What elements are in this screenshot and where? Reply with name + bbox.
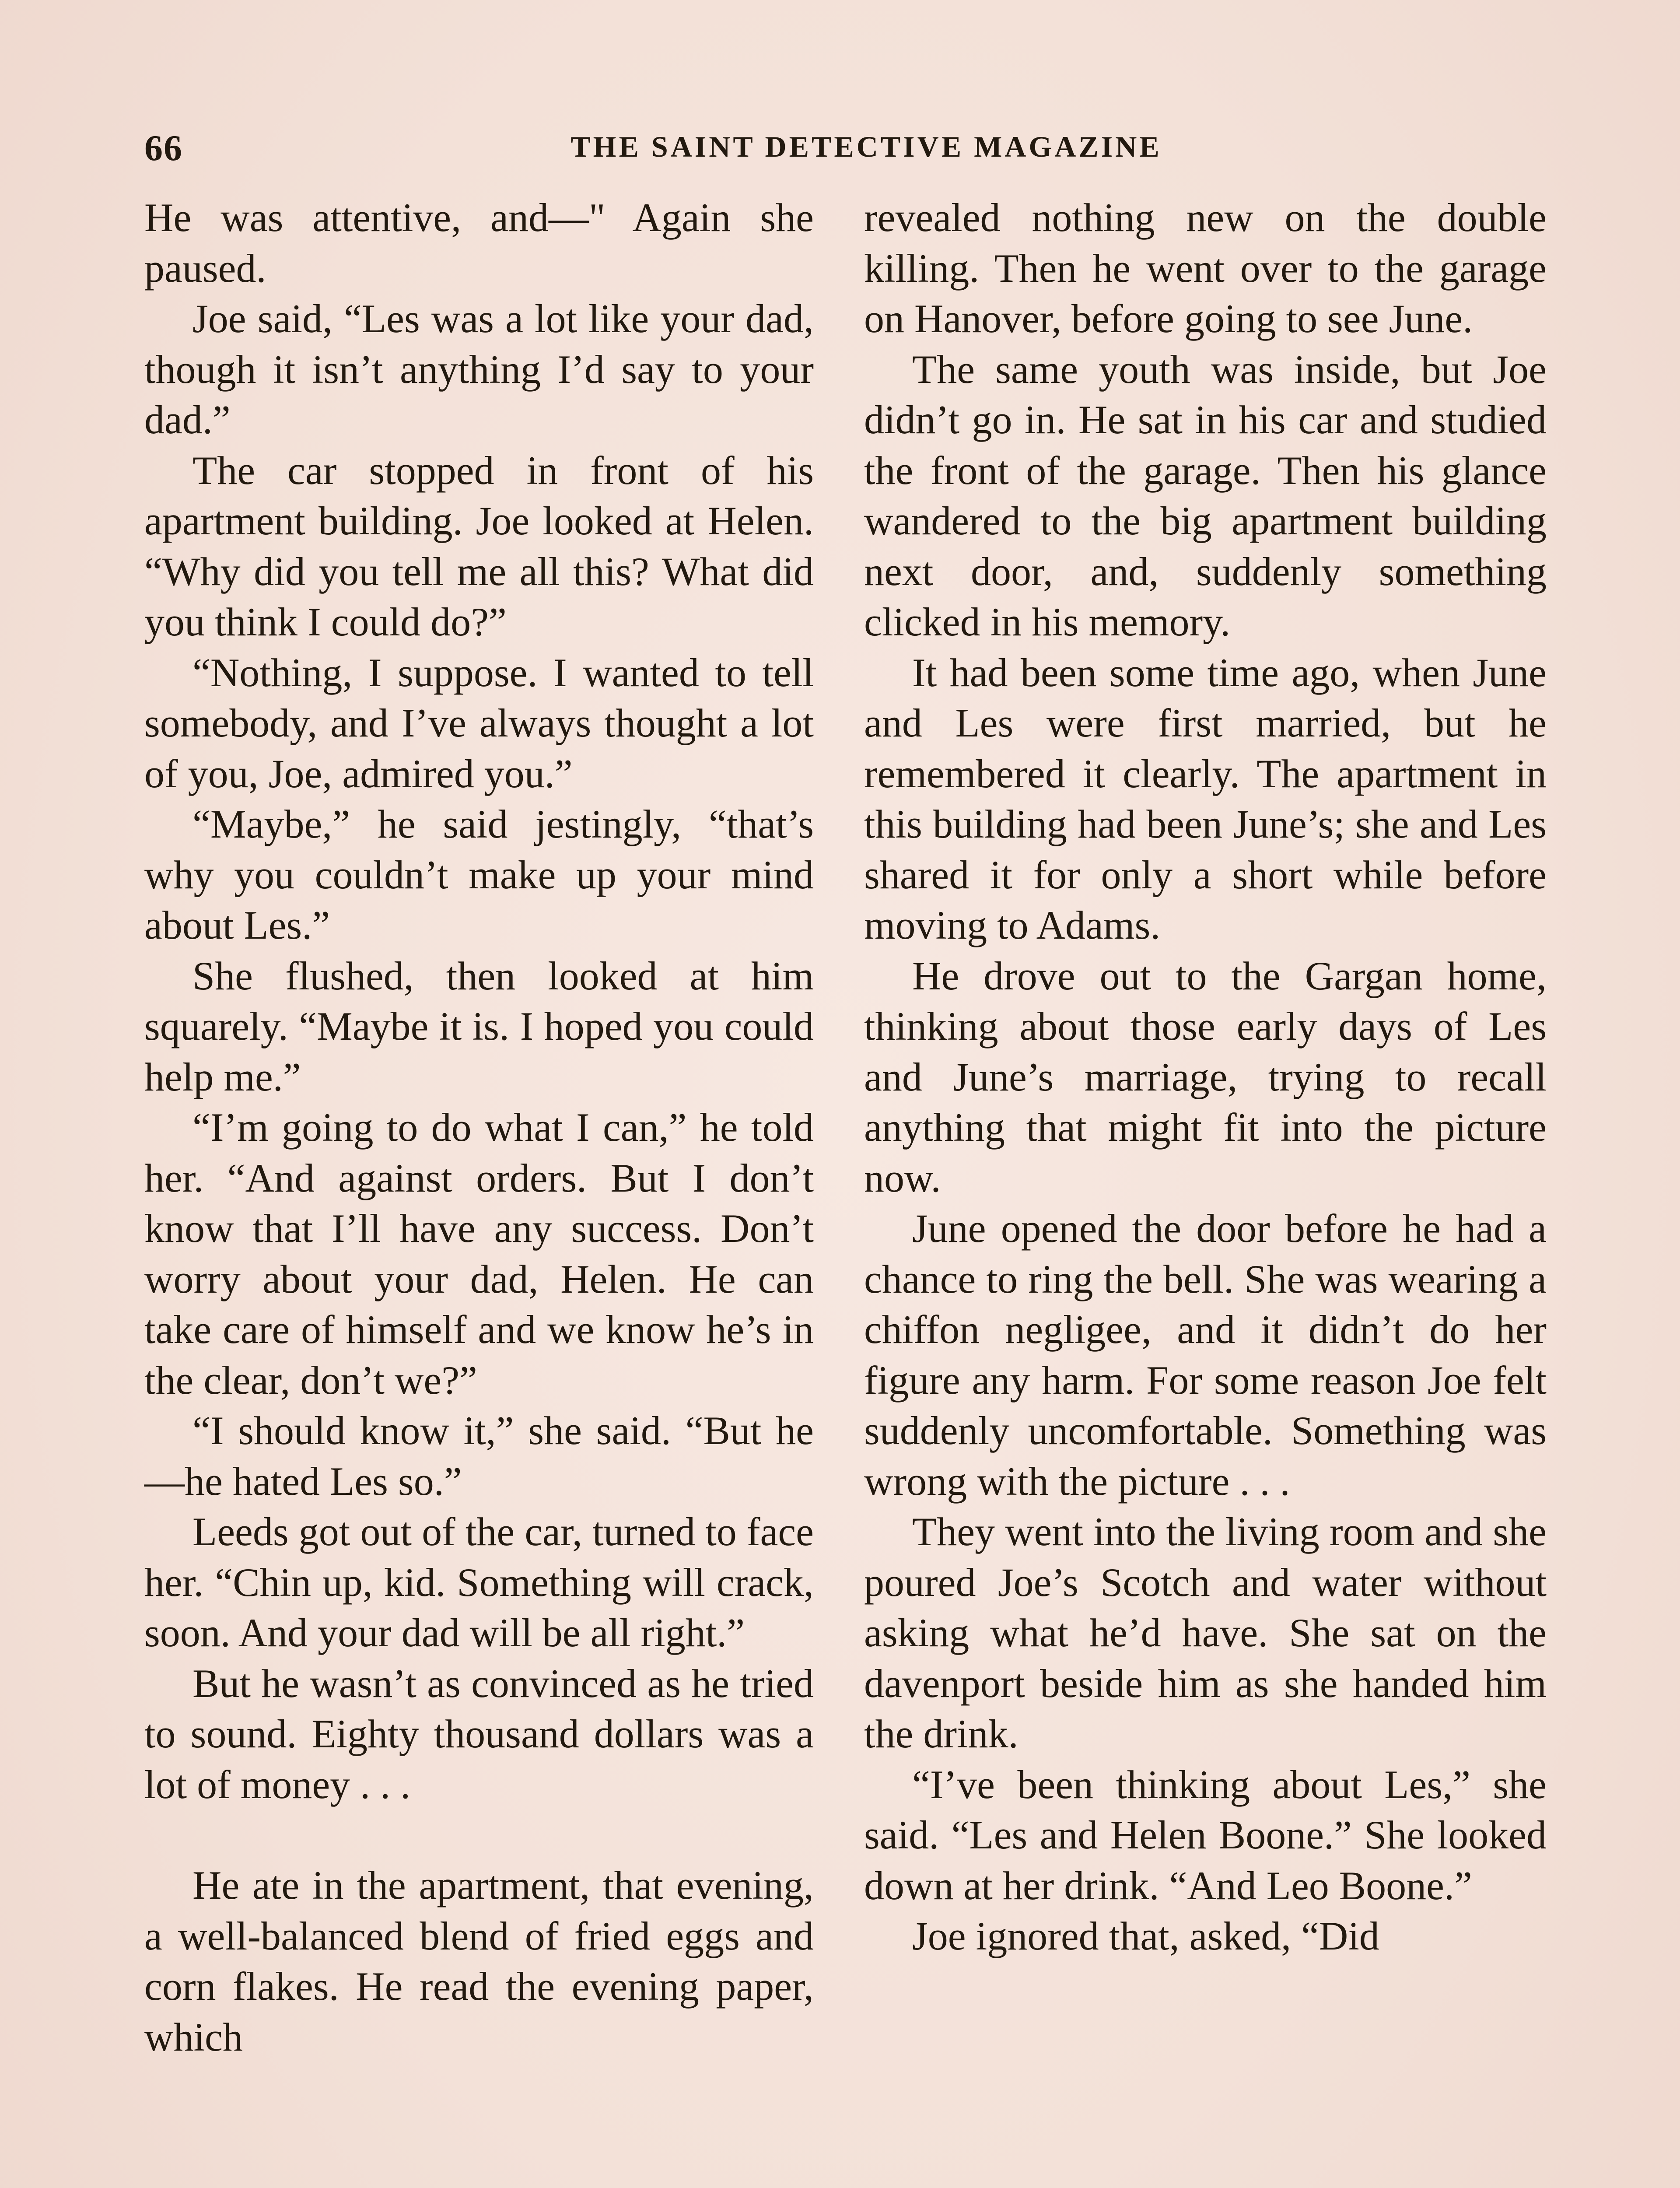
paragraph: “I’m going to do what I can,” he told her. “And against orders. But I don’t know that I’ll have any success. Don’t worry about your dad, Helen. He can take care of himself and we know he’s in the clear, don’t we?” xyxy=(144,1105,814,1403)
paragraph: Joe said, “Les was a lot like your dad, though it isn’t anything I’d say to your dad.” xyxy=(144,296,814,442)
left-column xyxy=(144,193,814,2062)
running-head: THE SAINT DETECTIVE MAGAZINE xyxy=(570,130,1162,163)
paragraph: They went into the living room and she poured Joe’s Scotch and water without asking what he’d have. She sat on the davenport beside him as she handed him the drink. xyxy=(864,1509,1547,1756)
paragraph: He ate in the apartment, that evening, a well-balanced blend of fried eggs and corn flakes. He read the evening paper, which xyxy=(144,1863,814,2059)
paragraph: The car stopped in front of his apartment building. Joe looked at Helen. “Why did you tell me all this? What did you think I could do?” xyxy=(144,448,814,644)
paragraph: She flushed, then looked at him squarely. “Maybe it is. I hoped you could help me.” xyxy=(144,953,814,1099)
page-header xyxy=(144,127,1536,175)
right-column xyxy=(864,193,1547,1962)
paragraph: revealed nothing new on the double killing. Then he went over to the garage on Hanover, before going to see June. xyxy=(864,195,1547,341)
paragraph: He was attentive, and—" Again she paused. xyxy=(144,195,814,291)
paragraph: Joe ignored that, asked, “Did xyxy=(912,1914,1379,1958)
paragraph: “Maybe,” he said jestingly, “that’s why you couldn’t make up your mind about Les.” xyxy=(144,802,814,947)
paragraph: “I’ve been thinking about Les,” she said. “Les and Helen Boone.” She looked down at her drink. “And Leo Boone.” xyxy=(864,1762,1547,1908)
paragraph: It had been some time ago, when June and Les were first married, but he remembered it clearly. The apartment in this building had been June’s; she and Les shared it for only a short while before moving to Adams. xyxy=(864,650,1547,947)
paragraph: June opened the door before he had a chance to ring the bell. She was wearing a chiffon negligee, and it didn’t do her figure any harm. For some reason Joe felt suddenly uncomfortable. Something was wrong with the picture . . . xyxy=(864,1206,1547,1504)
paragraph: Leeds got out of the car, turned to face her. “Chin up, kid. Something will crack, soon. And your dad will be all right.” xyxy=(144,1509,814,1655)
paragraph: “Nothing, I suppose. I wanted to tell somebody, and I’ve always thought a lot of you, Joe, admired you.” xyxy=(144,650,814,796)
paragraph: The same youth was inside, but Joe didn’t go in. He sat in his car and studied the front of the garage. Then his glance wandered to the big apartment building next door, and, suddenly something clicked in his memory. xyxy=(864,347,1547,644)
page-number: 66 xyxy=(144,128,183,168)
paragraph: But he wasn’t as convinced as he tried to sound. Eighty thousand dollars was a lot of money . . . xyxy=(144,1661,814,1807)
paragraph: “I should know it,” she said. “But he—he hated Les so.” xyxy=(144,1408,814,1504)
paragraph: He drove out to the Gargan home, thinking about those early days of Les and June’s marriage, trying to recall anything that might fit into the picture now. xyxy=(864,953,1547,1200)
